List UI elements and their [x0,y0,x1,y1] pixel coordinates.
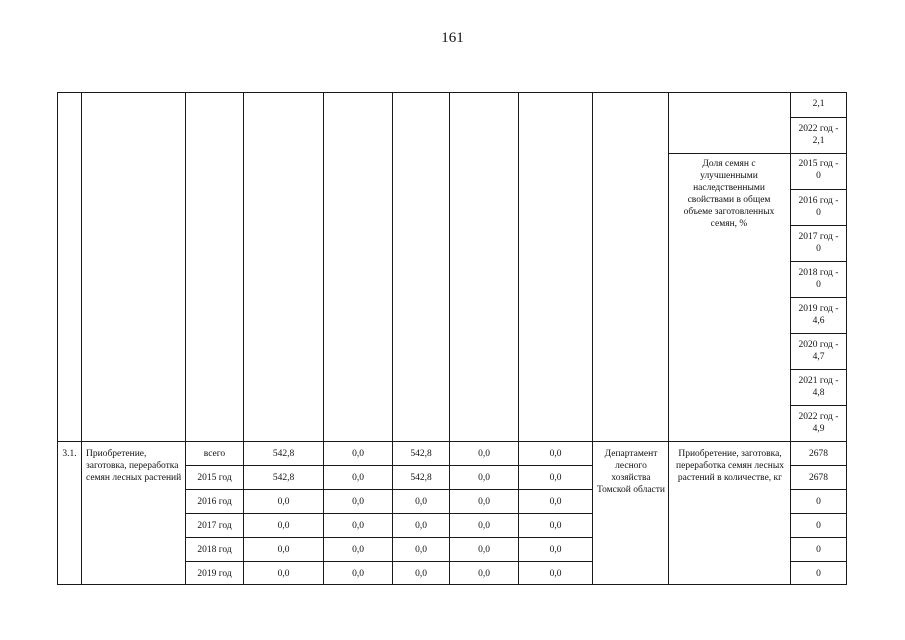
indicator-value: 2022 год - 4,9 [798,412,839,434]
indicator-value: 2022 год - 2,1 [798,124,839,146]
amount-cell: 0,0 [415,545,427,555]
value-cell-divider [790,261,847,262]
indicator-value: 2678 [809,473,828,483]
table-border-top [57,92,847,93]
amount-cell: 0,0 [478,545,490,555]
page-number: 161 [441,30,464,46]
column-divider [243,92,244,585]
amount-cell: 0,0 [478,449,490,459]
amount-cell: 0,0 [277,545,290,555]
period-cell: 2019 год [197,569,232,579]
column-divider [846,92,847,585]
amount-cell: 0,0 [549,497,562,507]
indicator-value: 0 [816,521,821,531]
indicator-value: 0 [816,569,821,579]
item-name: Приобретение, заготовка, переработка семян лесных растений [86,449,182,483]
amount-cell: 0,0 [352,497,364,507]
amount-cell: 0,0 [478,497,490,507]
indicator-value: 2678 [809,449,828,459]
column-divider [392,92,393,585]
indicator-value: 2020 год - 4,7 [798,340,839,362]
amount-cell: 0,0 [415,521,427,531]
amount-cell: 0,0 [277,497,290,507]
period-cell: 2017 год [197,521,232,531]
indicator-value: 0 [816,545,821,555]
amount-cell: 542,8 [272,449,295,459]
value-cell-divider [790,189,847,190]
amount-cell: 0,0 [478,473,490,483]
column-divider [592,92,593,585]
amount-cell: 0,0 [549,449,562,459]
amount-cell: 0,0 [549,473,562,483]
column-divider [449,92,450,585]
column-divider [323,92,324,585]
value-cell-divider [668,153,847,154]
row-divider [185,489,592,490]
row-divider [790,561,847,562]
value-cell-divider [790,405,847,406]
item-indicator: Приобретение, заготовка, переработка семян лесных растений в количестве, кг [676,449,784,483]
indicator-value: 2,1 [812,99,825,109]
amount-cell: 0,0 [478,521,490,531]
row-divider [185,537,592,538]
value-cell-divider [790,117,847,118]
item-executor: Департамент лесного хозяйства Томской области [597,449,665,495]
amount-cell: 0,0 [549,569,562,579]
amount-cell: 542,8 [410,473,432,483]
row-divider [790,465,847,466]
indicator-value: 2021 год - 4,8 [798,376,839,398]
period-cell: 2015 год [197,473,232,483]
value-cell-divider [790,369,847,370]
period-cell: всего [203,449,226,459]
amount-cell: 0,0 [549,545,562,555]
row-divider [790,513,847,514]
indicator-value: 2017 год - 0 [798,232,839,254]
value-cell-divider [790,333,847,334]
table-border-bottom [57,584,847,585]
column-divider [185,92,186,585]
amount-cell: 542,8 [272,473,295,483]
column-divider [518,92,519,585]
amount-cell: 0,0 [277,521,290,531]
amount-cell: 0,0 [478,569,490,579]
amount-cell: 542,8 [410,449,432,459]
amount-cell: 0,0 [277,569,290,579]
amount-cell: 0,0 [352,473,364,483]
period-cell: 2018 год [197,545,232,555]
table-row-divider [57,441,847,442]
column-divider [57,92,58,585]
amount-cell: 0,0 [352,521,364,531]
amount-cell: 0,0 [415,497,427,507]
indicator-value: 2018 год - 0 [798,268,839,290]
value-cell-divider [790,225,847,226]
indicator-value: 0 [816,497,821,507]
row-divider [185,561,592,562]
indicator-value: 2016 год - 0 [798,196,839,218]
indicator-description: Доля семян с улучшенными наследственными свойствами в общем объеме заготовленных семян, % [683,159,775,229]
period-cell: 2016 год [197,497,232,507]
row-divider [185,513,592,514]
indicator-value: 2015 год - 0 [798,159,839,181]
value-cell-divider [790,297,847,298]
column-divider [81,92,82,585]
amount-cell: 0,0 [352,545,364,555]
amount-cell: 0,0 [415,569,427,579]
item-number: 3.1. [62,449,77,459]
row-divider [790,489,847,490]
column-divider [668,92,669,585]
row-divider [185,465,592,466]
amount-cell: 0,0 [352,569,364,579]
amount-cell: 0,0 [549,521,562,531]
amount-cell: 0,0 [352,449,364,459]
row-divider [790,537,847,538]
indicator-value: 2019 год - 4,6 [798,304,839,326]
